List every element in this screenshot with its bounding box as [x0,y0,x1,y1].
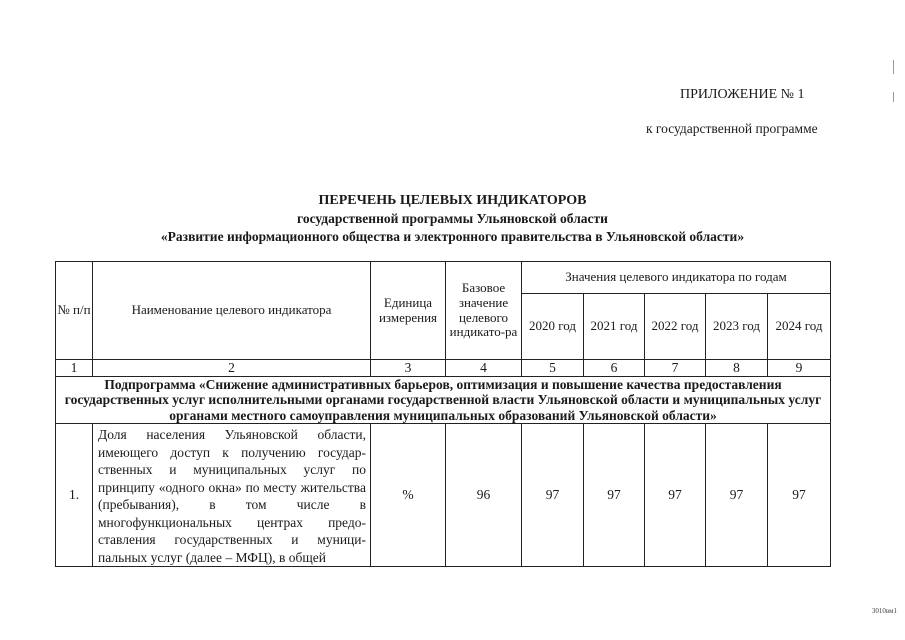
row-indicator-name: Доля населения Ульяновской области, имеющего доступ к получению государ-ственных и муниципальных услуг по принципу «одного окна» по месту жительства (пребывания), в том числе в многофункциональных центрах предо-ставления государственных и муници-пальных услуг (далее – МФЦ), в общей [93,424,371,567]
row-num: 1. [56,424,93,567]
column-number: 2 [93,360,371,377]
appendix-subtitle: к государственной программе [646,121,818,136]
subprogram-title: Подпрограмма «Снижение административных барьеров, оптимизация и повышение качества предоставления государственных услуг исполнительными органами государственной власти Ульяновской области и муниципальных услуг органами местного самоуправления муниципальных образований Ульяновской области» [56,376,831,424]
document-subtitle-name: «Развитие информационного общества и электронного правительства в Ульяновской области» [160,229,745,244]
header-base-value: Базовое значение целевого индикато-ра [446,262,522,360]
row-value-2020: 97 [522,424,584,567]
row-value-2024: 97 [768,424,831,567]
column-number: 9 [768,360,831,377]
column-number: 5 [522,360,584,377]
table-row [56,424,831,567]
header-year: 2023 год [706,294,768,360]
header-unit: Единица измерения [371,262,446,360]
row-value-2023: 97 [706,424,768,567]
appendix-title: ПРИЛОЖЕНИЕ № 1 [680,87,805,102]
column-number: 6 [584,360,645,377]
scan-artifact [893,92,894,102]
column-number: 8 [706,360,768,377]
column-number: 1 [56,360,93,377]
column-number: 7 [645,360,706,377]
document-subtitle-program: государственной программы Ульяновской области [297,211,608,226]
header-name: Наименование целевого индикатора [93,262,371,360]
header-year: 2020 год [522,294,584,360]
header-years-group: Значения целевого индикатора по годам [522,262,831,294]
scan-artifact [893,60,894,74]
header-year: 2022 год [645,294,706,360]
header-year: 2024 год [768,294,831,360]
column-number: 4 [446,360,522,377]
indicators-table [55,261,831,567]
row-value-2021: 97 [584,424,645,567]
row-value-2022: 97 [645,424,706,567]
header-year: 2021 год [584,294,645,360]
header-num: № п/п [56,262,93,360]
row-base-value: 96 [446,424,522,567]
document-title: ПЕРЕЧЕНЬ ЦЕЛЕВЫХ ИНДИКАТОРОВ [318,193,587,208]
column-number: 3 [371,360,446,377]
row-unit: % [371,424,446,567]
document-code: 3010вм1 [871,607,897,615]
